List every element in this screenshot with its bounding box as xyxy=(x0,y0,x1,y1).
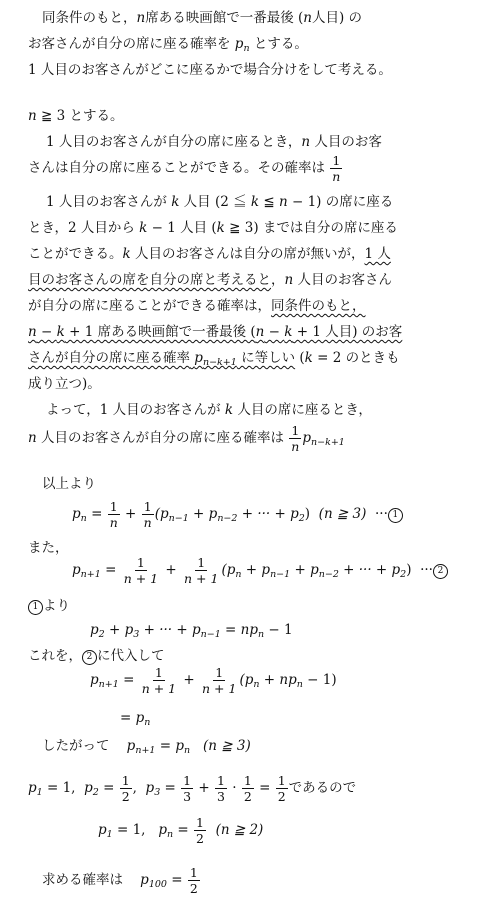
equation-6: $p_1 = 1$, $p_2$ = $\frac{1}{2}$ , $p_3$ = $\frac{1}{3}$ + $\frac{1}{3}$ · $\frac{1}{2}$ = $\frac{1}{2}$ であるので xyxy=(28,773,357,805)
text-line-17: 以上より xyxy=(42,476,96,492)
text-line-5: 1 人目のお客さんが自分の席に座るとき，n 人目のお客 xyxy=(46,134,382,150)
equation-2: $p_{n+1}$ = $\frac{1}{n + 1}$ + $\frac{1}{n + 1}$ ($p_n + p_{n-1} + p_{n-2}$ + ··· + $p_2$) ··· 2 xyxy=(72,556,448,585)
text-line-7: 1 人目のお客さんが k 人目 (2 ≦ k ≦ n − 1) の席に座る xyxy=(46,194,394,210)
text-line-8: とき，2 人目から k − 1 人目 (k ≧ 3) までは自分の席に座る xyxy=(28,220,398,236)
text-line-11: が自分の席に座ることができる確率は，同条件のもと， xyxy=(28,298,366,314)
equation-4: $p_{n+1}$ = $\frac{1}{n + 1}$ + $\frac{1}{n + 1}$ $(p_n + np_n - 1)$ xyxy=(90,665,337,697)
equation-5: = $p_n$ xyxy=(120,710,151,728)
circled-number-2: 2 xyxy=(433,564,448,579)
text-line-12: n − k + 1 席ある映画館で一番最後 (n − k + 1 人目) のお客 xyxy=(28,324,403,340)
circled-number-1: 1 xyxy=(28,600,43,615)
equation-1: $p_n$ = $\frac{1}{n}$ + $\frac{1}{n}$ ($p_{n-1} + p_{n-2}$ + ··· + $p_2$) (n ≧ 3) ··· 1 xyxy=(72,500,403,529)
text-line-15: よって，1 人目のお客さんが k 人目の席に座るとき， xyxy=(46,402,372,418)
text-line-18: また， xyxy=(28,540,69,556)
text-line-19: 1 より xyxy=(28,600,70,615)
text-line-3: 1 人目のお客さんがどこに座るかで場合分けをして考える。 xyxy=(28,62,392,78)
equation-3: $p_2 + p_3$ + ··· + $p_{n-1} = np_n - 1$ xyxy=(90,622,293,640)
text-line-22: 求める確率は $p_{100}$ = $\frac{1}{2}$ xyxy=(42,865,198,897)
text-line-6: さんは自分の席に座ることができる。その確率は $\frac{1}{n}$ xyxy=(28,153,341,185)
text-line-1: 同条件のもと，n席ある映画館で一番最後 (n人目) の xyxy=(42,10,363,26)
text-line-10: 目のお客さんの席を自分の席と考えると，n 人目のお客さん xyxy=(28,272,392,288)
circled-number-2: 2 xyxy=(82,650,97,665)
text-line-2: お客さんが自分の席に座る確率を $p_n$ とする。 xyxy=(28,36,308,54)
text-line-13: さんが自分の席に座る確率 $p_{n-k+1}$ に等しい (k = 2 のときも xyxy=(28,350,400,368)
fraction: $\frac{1}{n}$ xyxy=(332,153,341,185)
text-line-21: したがって $p_{n+1} = p_n$ (n ≧ 3) xyxy=(42,738,251,756)
equation-7: $p_1 = 1$, $p_n$ = $\frac{1}{2}$ (n ≧ 2) xyxy=(98,815,264,847)
circled-number-1: 1 xyxy=(388,508,403,523)
text-line-16: n 人目のお客さんが自分の席に座る確率は $\frac{1}{n}$ $p_{n-k+1}$ xyxy=(28,423,345,455)
text-line-9: ことができる。k 人目のお客さんは自分の席が無いが，1 人 xyxy=(28,246,391,262)
text-line-14: 成り立つ)。 xyxy=(28,376,101,392)
fraction: $\frac{1}{n}$ xyxy=(291,423,300,455)
text-line-20: これを， 2 に代入して xyxy=(28,648,165,664)
text-line-4: n ≧ 3 とする。 xyxy=(28,108,124,124)
